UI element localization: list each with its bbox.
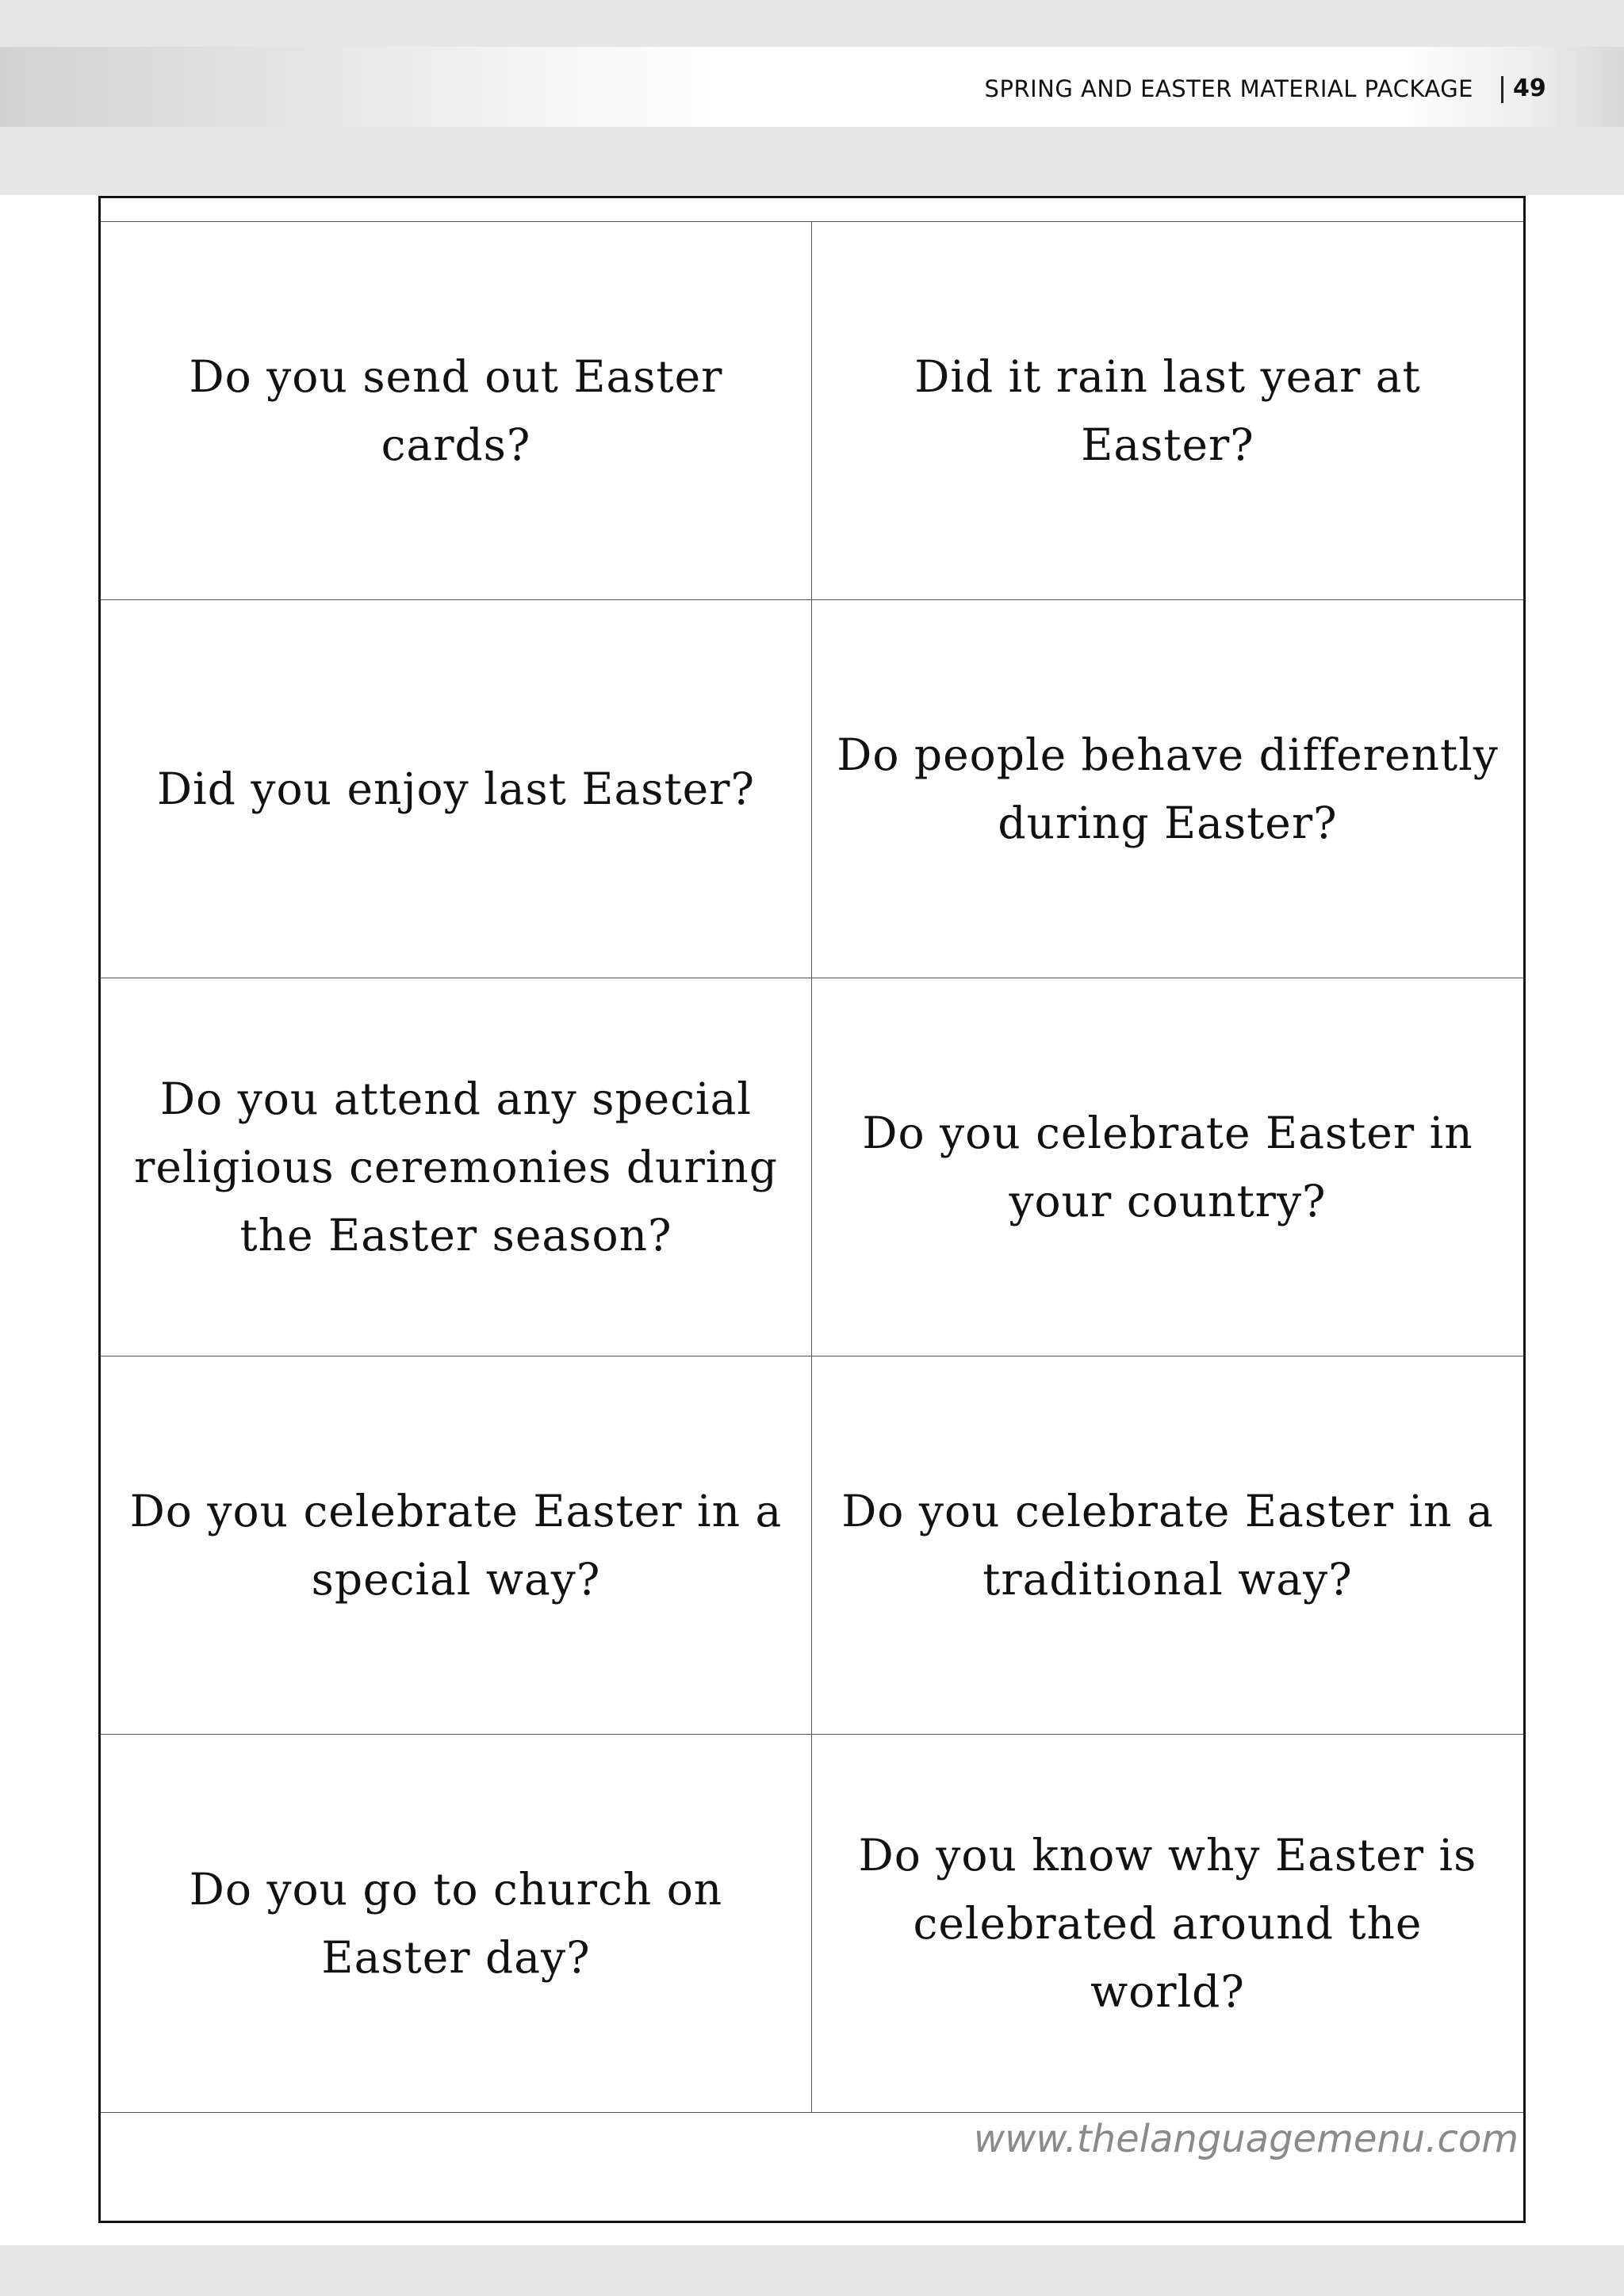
page-number: 49 <box>1513 75 1546 102</box>
question-card <box>101 222 812 600</box>
question-text: Did it rain last year at Easter? <box>914 351 1421 470</box>
header-divider <box>1501 76 1503 103</box>
question-text: Do you celebrate Easter in your country? <box>862 1108 1473 1226</box>
question-text: Do you go to church on Easter day? <box>189 1864 723 1983</box>
question-card <box>101 1357 812 1735</box>
question-card <box>812 1357 1523 1735</box>
question-text: Did you enjoy last Easter? <box>157 763 755 814</box>
card-grid <box>101 222 1523 2113</box>
question-card <box>812 600 1523 978</box>
question-card <box>101 600 812 978</box>
question-text: Do people behave differently during Easter? <box>837 729 1499 848</box>
question-text: Do you celebrate Easter in a special way? <box>129 1486 783 1605</box>
question-text: Do you celebrate Easter in a traditional way? <box>841 1486 1494 1605</box>
bottom-margin-band <box>0 2245 1624 2296</box>
question-card <box>101 1735 812 2113</box>
question-text: Do you attend any special religious ceremonies during the Easter season? <box>134 1073 778 1261</box>
question-card <box>812 978 1523 1357</box>
question-card-sheet <box>98 196 1526 2223</box>
question-text: Do you send out Easter cards? <box>189 351 723 470</box>
header-title: SPRING AND EASTER MATERIAL PACKAGE <box>984 75 1473 102</box>
website-url: www.thelanguagemenu.com <box>973 2117 1519 2161</box>
question-text: Do you know why Easter is celebrated around the world? <box>858 1830 1477 2017</box>
question-card <box>812 222 1523 600</box>
question-card <box>101 978 812 1357</box>
question-card <box>812 1735 1523 2113</box>
